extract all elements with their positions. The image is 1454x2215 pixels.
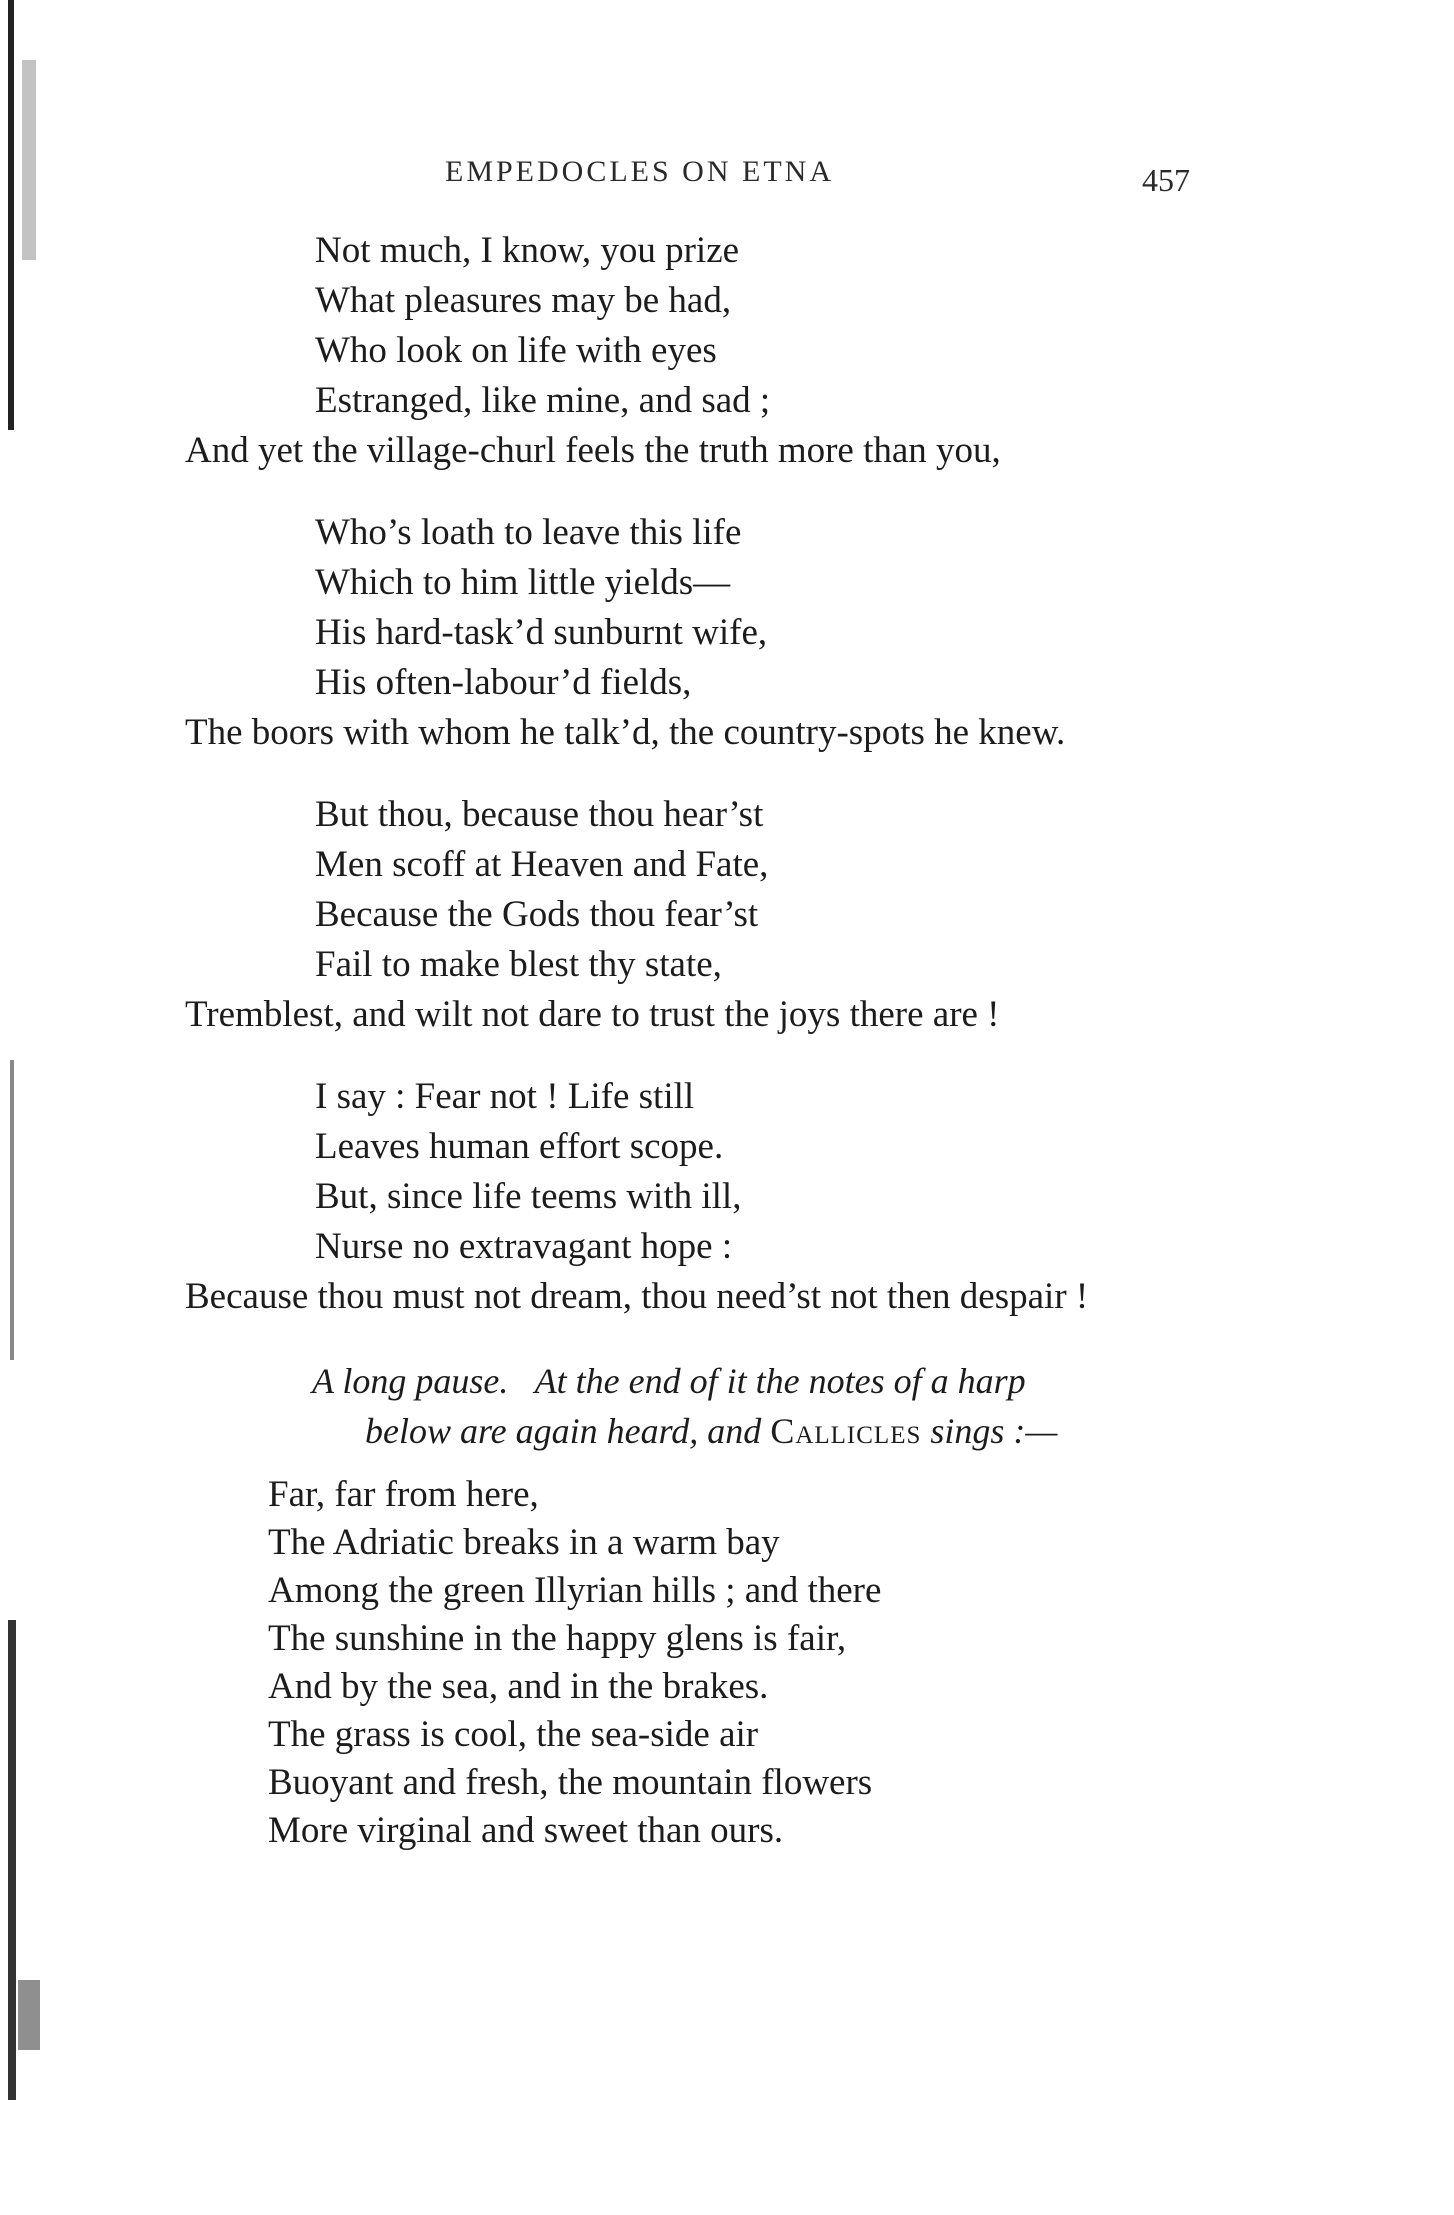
song-line: The Adriatic breaks in a warm bay — [268, 1522, 780, 1563]
verse-line: Not much, I know, you prize — [315, 230, 740, 271]
speaker-name: Callicles — [770, 1411, 922, 1451]
song-line: More virginal and sweet than ours. — [268, 1810, 784, 1851]
running-title: EMPEDOCLES ON ETNA — [445, 155, 834, 188]
verse-closing-line: Because thou must not dream, thou need’st not then despair ! — [185, 1276, 1089, 1317]
verse-line: Because the Gods thou fear’st — [315, 894, 759, 935]
binding-edge-shadow — [0, 0, 60, 2215]
verse-line: His hard-task’d sunburnt wife, — [315, 612, 768, 653]
verse-line: Men scoff at Heaven and Fate, — [315, 844, 769, 885]
verse-line: Who’s loath to leave this life — [315, 512, 742, 553]
song-line: Far, far from here, — [268, 1474, 539, 1515]
stage-direction-line-1: A long pause. At the end of it the notes of a harp — [312, 1361, 1026, 1401]
verse-line: But thou, because thou hear’st — [315, 794, 764, 835]
verse-line: Who look on life with eyes — [315, 330, 717, 371]
song-line: The grass is cool, the sea-side air — [268, 1714, 759, 1755]
song-line: The sunshine in the happy glens is fair, — [268, 1618, 847, 1659]
verse-line: Leaves human effort scope. — [315, 1126, 724, 1167]
stage-direction-line-2 — [365, 1413, 1057, 1449]
verse-line: I say : Fear not ! Life still — [315, 1076, 695, 1117]
song-line: Buoyant and fresh, the mountain flowers — [268, 1762, 873, 1803]
page-number: 457 — [1142, 162, 1190, 198]
song-line: Among the green Illyrian hills ; and there — [268, 1570, 882, 1611]
verse-closing-line: Tremblest, and wilt not dare to trust the joys there are ! — [185, 994, 1000, 1035]
verse-closing-line: And yet the village-churl feels the truth more than you, — [185, 430, 1001, 471]
verse-closing-line: The boors with whom he talk’d, the country-spots he knew. — [185, 712, 1066, 753]
verse-line: What pleasures may be had, — [315, 280, 732, 321]
verse-line: Which to him little yields— — [315, 562, 731, 603]
verse-line: Nurse no extravagant hope : — [315, 1226, 733, 1267]
verse-line: But, since life teems with ill, — [315, 1176, 742, 1217]
stage-direction-text: sings :— — [921, 1411, 1058, 1451]
stage-direction-text: below are again heard, and — [365, 1411, 771, 1451]
verse-line: His often-labour’d fields, — [315, 662, 692, 703]
verse-line: Fail to make blest thy state, — [315, 944, 722, 985]
verse-line: Estranged, like mine, and sad ; — [315, 380, 771, 421]
song-line: And by the sea, and in the brakes. — [268, 1666, 769, 1707]
